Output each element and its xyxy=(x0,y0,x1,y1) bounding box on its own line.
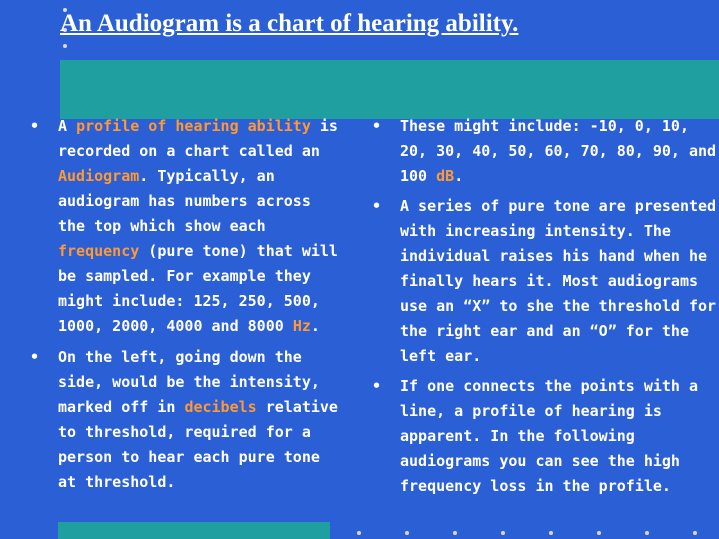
highlight-term: Audiogram xyxy=(58,167,140,185)
teal-band-top xyxy=(60,60,719,119)
text: If one connects the points with a line, a profile of hearing is apparent. In the following audiograms you can see the high frequency loss in the profile. xyxy=(400,377,699,495)
text: A series of pure tone are presented with increasing intensity. The individual raises his hand when he finally hears it. Most audiograms use an “X” to she the threshold for the right ear and an “O” for the left ear. xyxy=(400,197,717,365)
decorative-dot xyxy=(63,44,67,48)
decorative-dot xyxy=(693,531,697,535)
highlight-term: decibels xyxy=(184,398,257,416)
bullet-item xyxy=(372,374,717,499)
bullet-marker: • xyxy=(372,197,382,215)
bullet-item xyxy=(30,345,340,495)
bullet-item xyxy=(30,114,340,339)
highlight-term: frequency xyxy=(58,242,140,260)
highlight-term: dB xyxy=(436,167,455,185)
decorative-dot xyxy=(357,531,361,535)
text: (pure tone) that will be sampled. For example they might include: 125, 250, 500, 1000, 2000, 4000 and 8000 xyxy=(58,242,338,335)
teal-band-bottom xyxy=(58,522,330,539)
decorative-dot xyxy=(501,531,505,535)
left-column xyxy=(30,114,340,495)
decorative-dot xyxy=(645,531,649,535)
slide-title: An Audiogram is a chart of hearing ability. xyxy=(60,10,519,37)
text: . xyxy=(454,167,464,185)
text: . xyxy=(310,317,320,335)
decorative-dot xyxy=(549,531,553,535)
text: A xyxy=(58,117,77,135)
decorative-dot xyxy=(453,531,457,535)
text: On the left, going down the side, would be the intensity, marked off in xyxy=(58,348,320,416)
text: relative to threshold, required for a person to hear each pure tone at threshold. xyxy=(58,398,338,491)
decorative-dot xyxy=(405,531,409,535)
text: These might include: -10, 0, 10, 20, 30, 40, 50, 60, 70, 80, 90, and 100 xyxy=(400,117,717,185)
text: is recorded on a chart called an xyxy=(58,117,338,160)
bullet-marker: • xyxy=(30,117,40,135)
right-column xyxy=(372,114,717,504)
highlight-term: Hz xyxy=(292,317,311,335)
bullet-marker: • xyxy=(372,377,382,395)
text: . Typically, an audiogram has numbers across the top which show each xyxy=(58,167,311,235)
bullet-marker: • xyxy=(30,348,40,366)
decorative-dot xyxy=(597,531,601,535)
bullet-item xyxy=(372,194,717,369)
bullet-item xyxy=(372,114,717,189)
highlight-term: profile of hearing ability xyxy=(76,117,311,135)
bullet-marker: • xyxy=(372,117,382,135)
